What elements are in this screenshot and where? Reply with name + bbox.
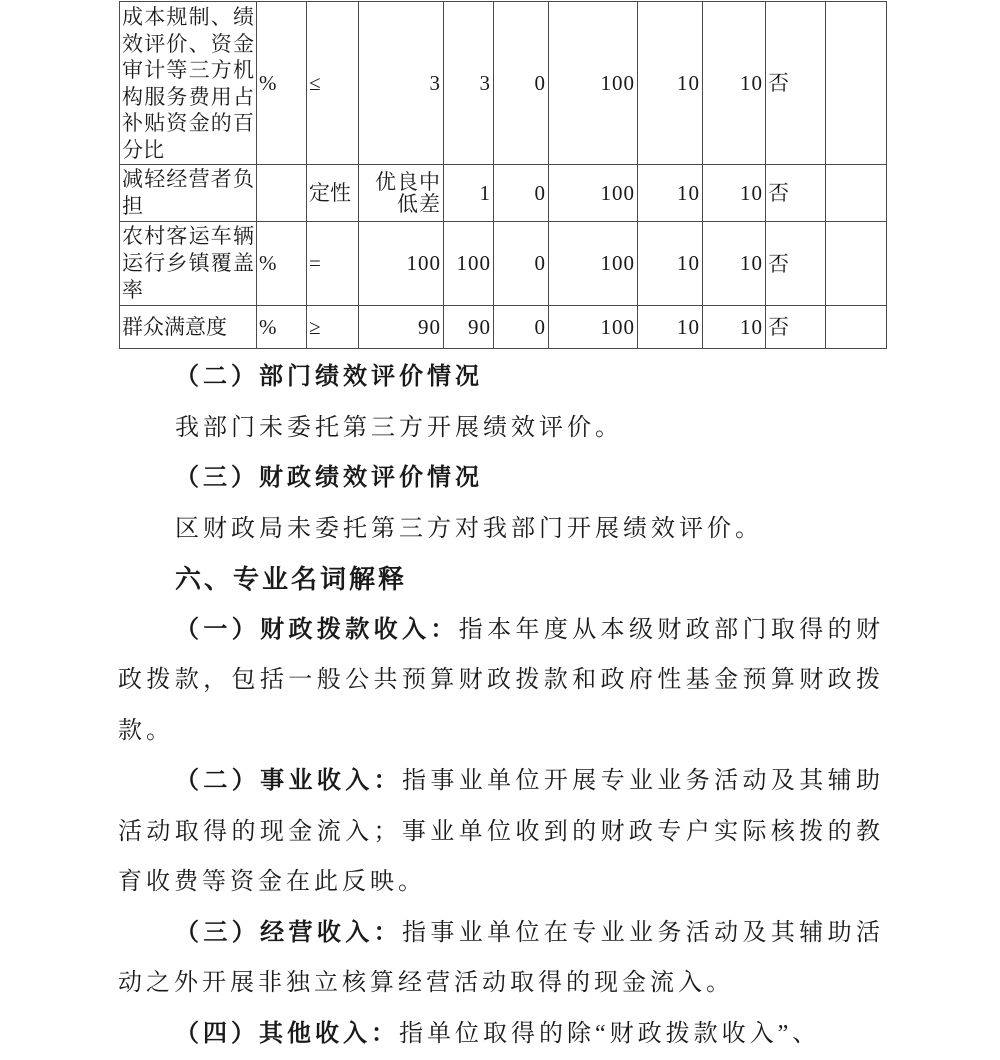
cell-operator: ≤ <box>307 2 359 165</box>
cell-value: 0 <box>494 306 549 349</box>
cell-unit: % <box>257 2 307 165</box>
cell-value: 0 <box>494 2 549 165</box>
paragraph: 区财政局未委托第三方对我部门开展绩效评价。 <box>175 515 763 542</box>
cell-value: 10 <box>703 2 766 165</box>
cell-value: 10 <box>703 222 766 306</box>
cell-empty <box>826 306 887 349</box>
cell-operator: ≥ <box>307 306 359 349</box>
cell-target-value: 100 <box>359 222 444 306</box>
term-definition: 指单位取得的除“财政拨款收入”、 <box>399 1020 821 1047</box>
cell-value: 100 <box>549 2 638 165</box>
cell-flag: 否 <box>766 165 826 222</box>
cell-target-value: 优良中低差 <box>359 165 444 222</box>
cell-value: 100 <box>549 222 638 306</box>
cell-value: 10 <box>638 165 703 222</box>
cell-flag: 否 <box>766 222 826 306</box>
term-definition: 指事业单位在专业业务活动及其辅助活动之外开展非独立核算经营活动取得的现金流入。 <box>118 919 884 996</box>
table-row <box>120 222 887 306</box>
cell-operator: = <box>307 222 359 306</box>
section-heading: （二）部门绩效评价情况 <box>175 364 483 390</box>
cell-target-value: 90 <box>359 306 444 349</box>
cell-unit: % <box>257 222 307 306</box>
cell-value: 100 <box>549 165 638 222</box>
term-label: （二）事业收入： <box>175 768 402 794</box>
cell-indicator-name: 农村客运车辆运行乡镇覆盖率 <box>120 222 257 306</box>
paragraph <box>118 756 884 908</box>
cell-target-value: 3 <box>359 2 444 165</box>
cell-value: 0 <box>494 165 549 222</box>
table-row <box>120 306 887 349</box>
cell-value: 10 <box>703 306 766 349</box>
cell-flag: 否 <box>766 306 826 349</box>
cell-operator: 定性 <box>307 165 359 222</box>
cell-flag: 否 <box>766 2 826 165</box>
term-label: （三）经营收入： <box>175 919 402 946</box>
cell-value: 90 <box>444 306 494 349</box>
cell-empty <box>826 165 887 222</box>
cell-empty <box>826 222 887 306</box>
term-definition: 指事业单位开展专业业务活动及其辅助活动取得的现金流入；事业单位收到的财政专户实际核拨的教育收费等资金在此反映。 <box>118 768 884 895</box>
cell-indicator-name: 成本规制、绩效评价、资金审计等三方机构服务费用占补贴资金的百分比 <box>120 2 257 165</box>
cell-value: 3 <box>444 2 494 165</box>
cell-value: 10 <box>638 306 703 349</box>
cell-value: 10 <box>638 222 703 306</box>
cell-value: 100 <box>549 306 638 349</box>
cell-empty <box>826 2 887 165</box>
section-heading: （三）财政绩效评价情况 <box>175 465 483 491</box>
cell-unit <box>257 165 307 222</box>
term-label: （四）其他收入： <box>175 1020 399 1047</box>
cell-value: 1 <box>444 165 494 222</box>
cell-indicator-name: 减轻经营者负担 <box>120 165 257 222</box>
section-heading: 六、专业名词解释 <box>175 564 408 594</box>
cell-value: 10 <box>703 165 766 222</box>
cell-value: 10 <box>638 2 703 165</box>
term-label: （一）财政拨款收入： <box>175 616 459 643</box>
table-row <box>120 165 887 222</box>
cell-value: 0 <box>494 222 549 306</box>
paragraph <box>118 1009 884 1060</box>
paragraph: 我部门未委托第三方开展绩效评价。 <box>175 414 623 441</box>
paragraph <box>118 605 884 757</box>
term-definition: 指本年度从本级财政部门取得的财政拨款，包括一般公共预算财政拨款和政府性基金预算财政拨款。 <box>118 616 884 744</box>
paragraph <box>118 908 884 1009</box>
table-row <box>120 2 887 165</box>
cell-indicator-name: 群众满意度 <box>120 306 257 349</box>
cell-unit: % <box>257 306 307 349</box>
cell-value: 100 <box>444 222 494 306</box>
performance-indicator-table <box>119 1 887 349</box>
document-body <box>118 352 884 1059</box>
